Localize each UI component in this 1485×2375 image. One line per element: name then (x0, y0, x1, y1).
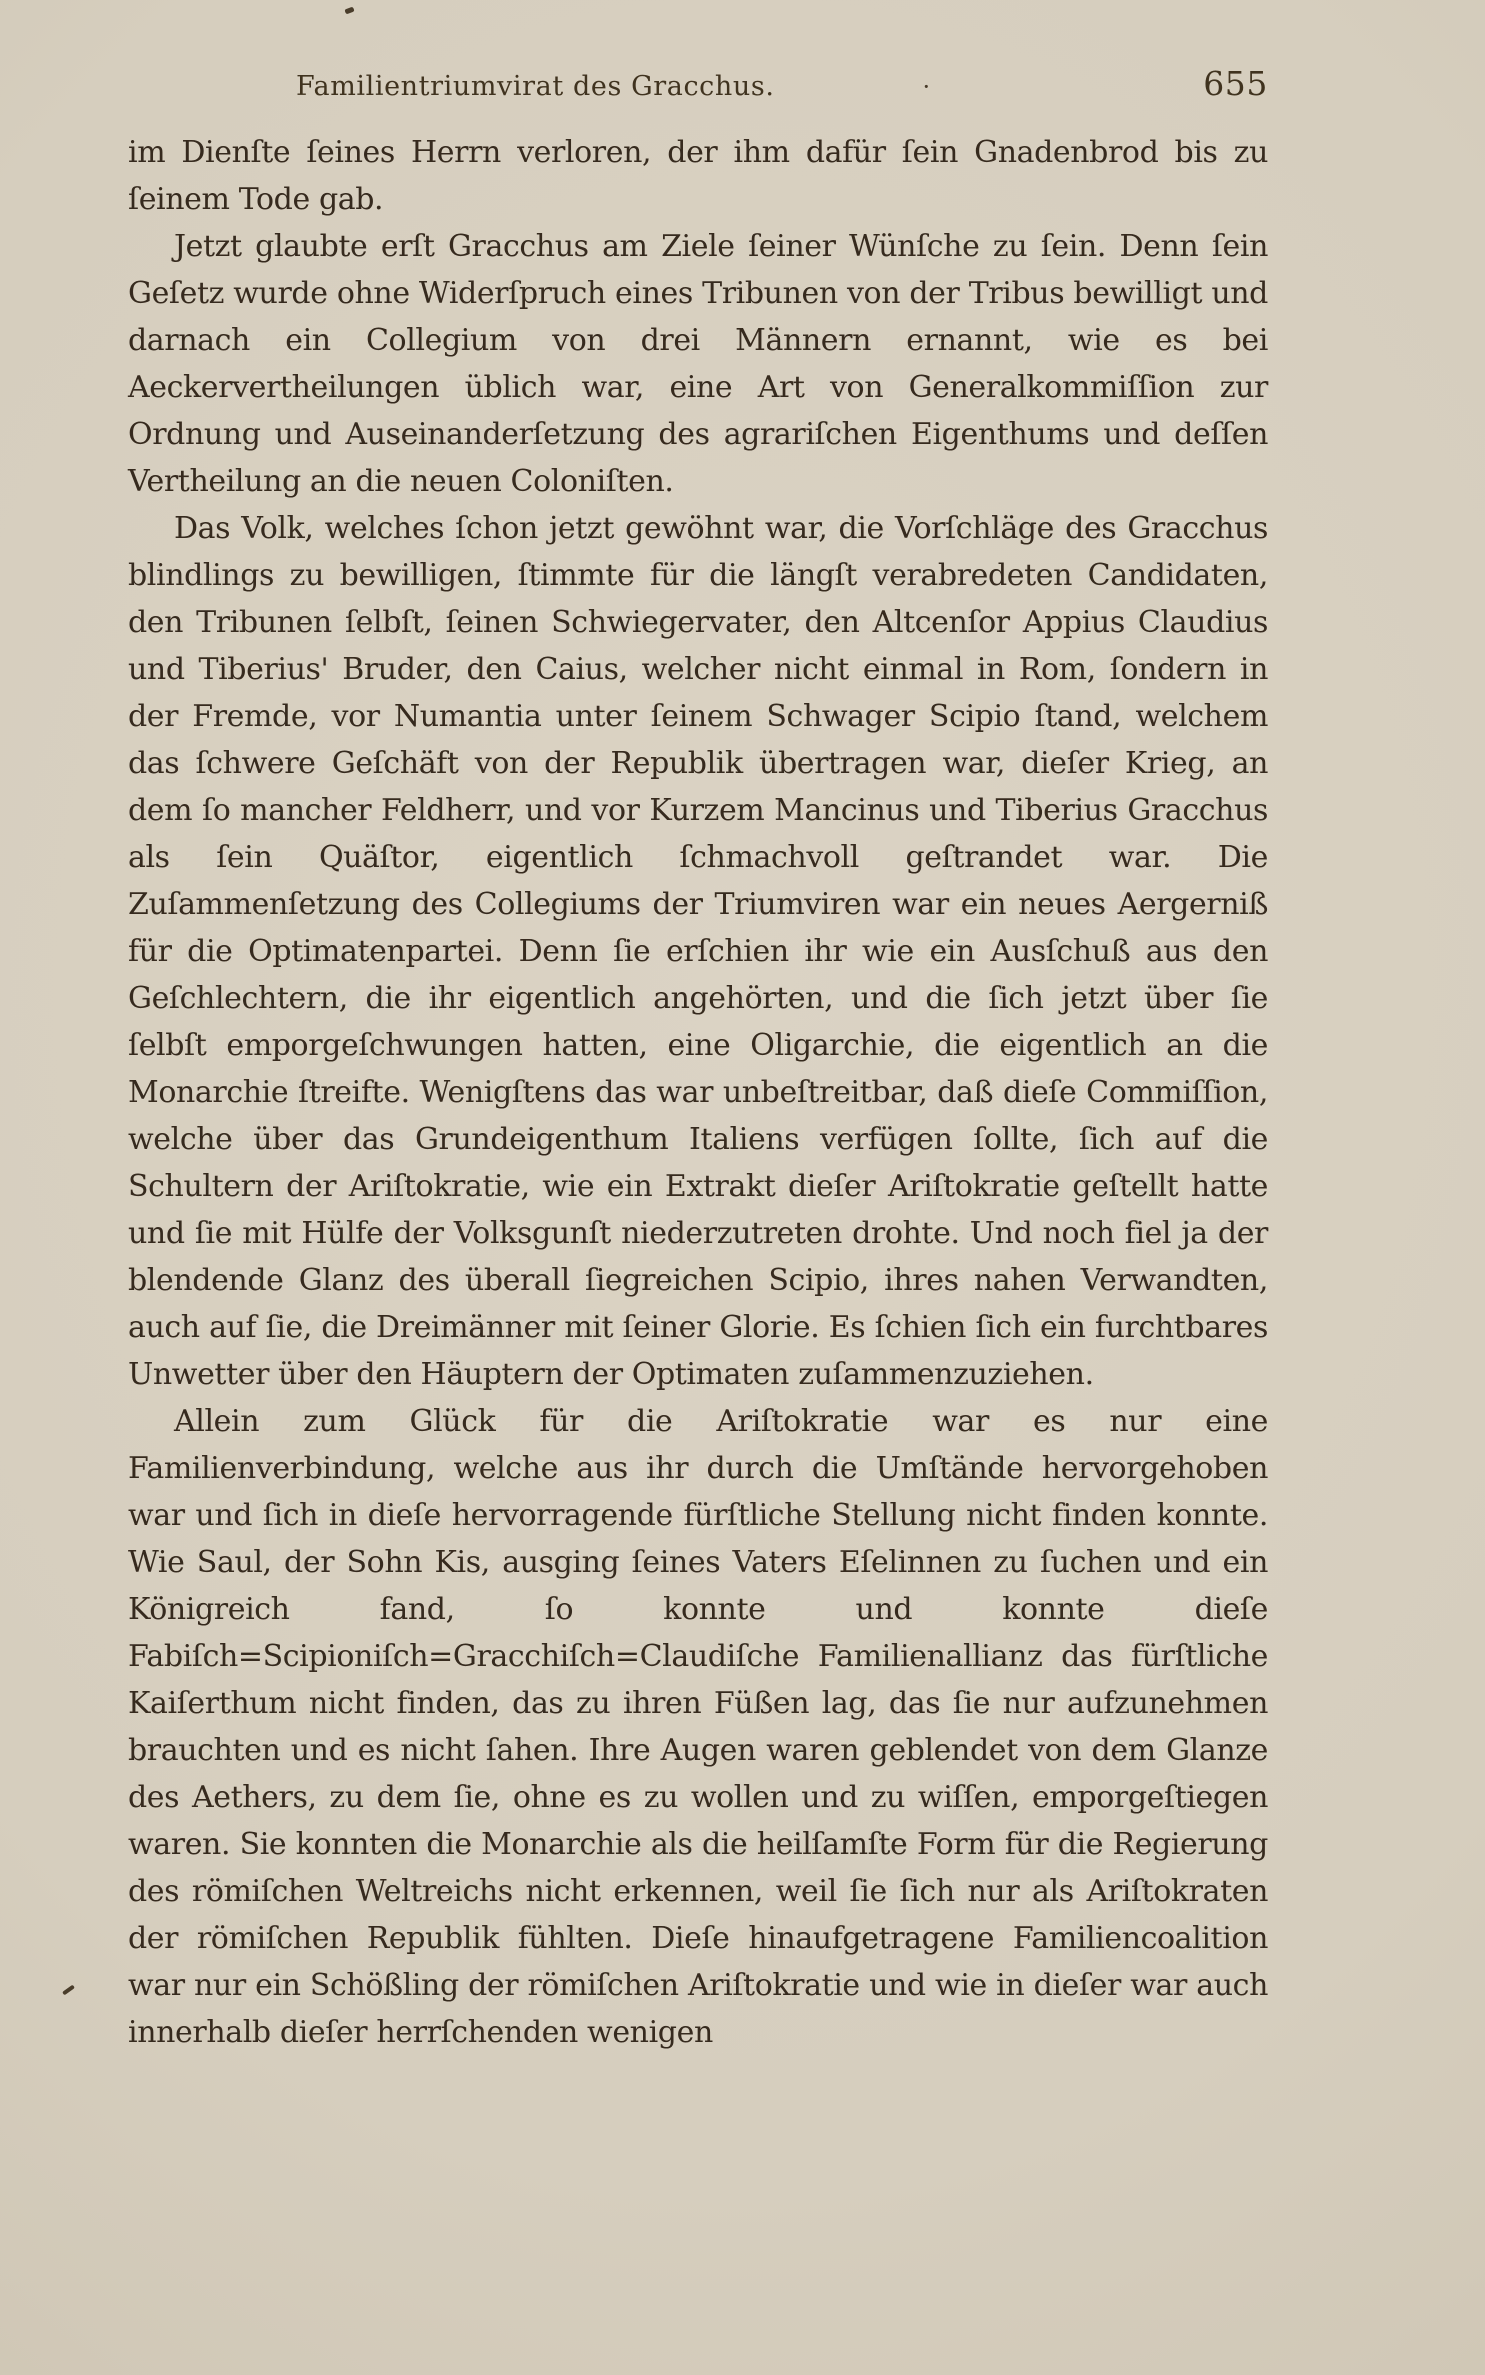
paragraph: im Dienſte ſeines Herrn verloren, der ihm dafür ſein Gnadenbrod bis zu ſeinem Tode gab. (128, 135, 1268, 217)
header-separator-dot: · (922, 73, 931, 101)
paragraph: Das Volk, welches ſchon jetzt gewöhnt war, die Vorſchläge des Gracchus blindlings zu bewilligen, ſtimmte für die längſt verabredeten Candidaten, den Tribunen ſelbſt, ſeinen Schwiegervater, den Altcenſor Appius Claudius und Tiberius' Bruder, den Caius, welcher nicht einmal in Rom, ſondern in der Fremde, vor Numantia unter ſeinem Schwager Scipio ſtand, welchem das ſchwere Geſchäft von der Republik übertragen war, dieſer Krieg, an dem ſo mancher Feldherr, und vor Kurzem Mancinus und Tiberius Gracchus als ſein Quäſtor, eigentlich ſchmachvoll geſtrandet war. Die Zuſammenſetzung des Collegiums der Triumviren war ein neues Aergerniß für die Optimatenpartei. Denn ſie erſchien ihr wie ein Ausſchuß aus den Geſchlechtern, die ihr eigentlich angehörten, und die ſich jetzt über ſie ſelbſt emporgeſchwungen hatten, eine Oligarchie, die eigentlich an die Monarchie ſtreifte. Wenigſtens das war unbeſtreitbar, daß dieſe Commiſſion, welche über das Grundeigenthum Italiens verfügen ſollte, ſich auf die Schultern der Ariſtokratie, wie ein Extrakt dieſer Ariſtokratie geſtellt hatte und ſie mit Hülfe der Volksgunſt niederzutreten drohte. Und noch fiel ja der blendende Glanz des überall ſiegreichen Scipio, ihres nahen Verwandten, auch auf ſie, die Dreimänner mit ſeiner Glorie. Es ſchien ſich ein furchtbares Unwetter über den Häuptern der Optimaten zuſammenzuziehen. (128, 511, 1268, 1392)
ink-speck-bottom (62, 1985, 75, 1996)
body-text (128, 129, 1268, 2056)
ink-speck-top (344, 7, 354, 15)
page-header (128, 64, 1268, 103)
running-title: Familientriumvirat des Gracchus. (296, 71, 775, 102)
page-number: 655 (1203, 64, 1268, 103)
paragraph: Allein zum Glück für die Ariſtokratie war es nur eine Familienverbindung, welche aus ihr durch die Umſtände hervorgehoben war und ſich in dieſe hervorragende fürſtliche Stellung nicht finden konnte. Wie Saul, der Sohn Kis, ausging ſeines Vaters Eſelinnen zu ſuchen und ein Königreich fand, ſo konnte und konnte dieſe Fabiſch=Scipioniſch=Gracchiſch=Claudiſche Familienallianz das fürſtliche Kaiſerthum nicht finden, das zu ihren Füßen lag, das ſie nur aufzunehmen brauchten und es nicht ſahen. Ihre Augen waren geblendet von dem Glanze des Aethers, zu dem ſie, ohne es zu wollen und zu wiſſen, emporgeſtiegen waren. Sie konnten die Monarchie als die heilſamſte Form für die Regierung des römiſchen Weltreichs nicht erkennen, weil ſie ſich nur als Ariſtokraten der römiſchen Republik fühlten. Dieſe hinaufgetragene Familiencoalition war nur ein Schößling der römiſchen Ariſtokratie und wie in dieſer war auch innerhalb dieſer herrſchenden wenigen (128, 1404, 1268, 2050)
paragraph: Jetzt glaubte erſt Gracchus am Ziele ſeiner Wünſche zu ſein. Denn ſein Geſetz wurde ohne Widerſpruch eines Tribunen von der Tribus bewilligt und darnach ein Collegium von drei Männern ernannt, wie es bei Aeckervertheilungen üblich war, eine Art von Generalkommiſſion zur Ordnung und Auseinanderſetzung des agrariſchen Eigenthums und deſſen Vertheilung an die neuen Coloniſten. (128, 229, 1268, 499)
page-content (128, 64, 1268, 2056)
